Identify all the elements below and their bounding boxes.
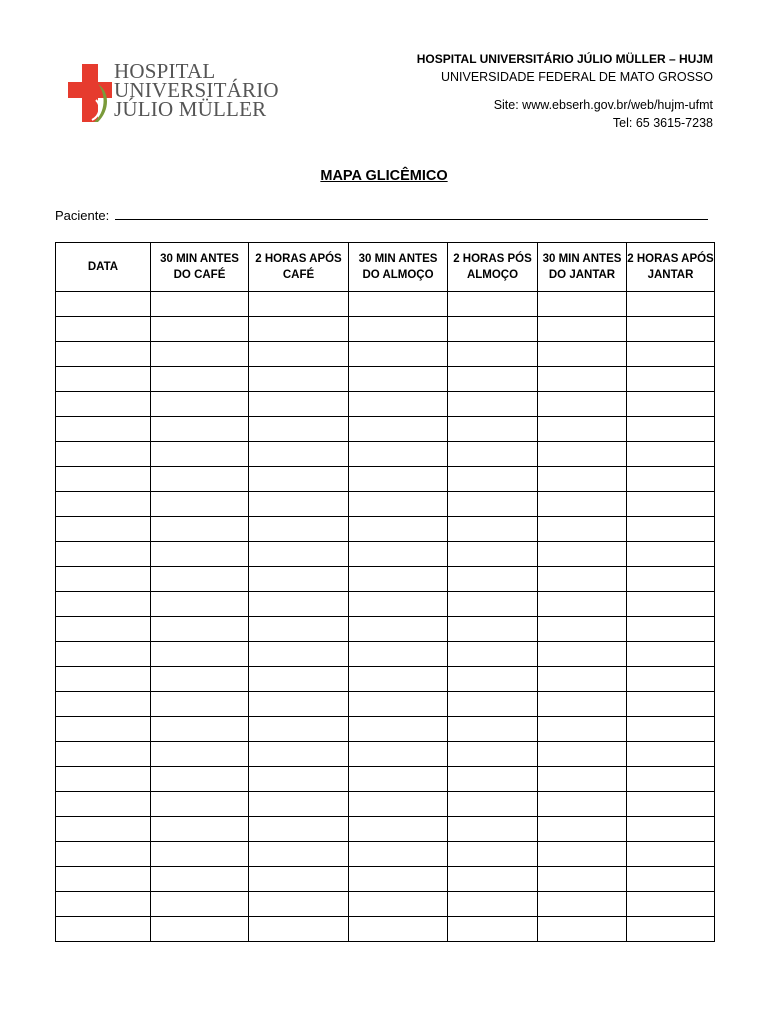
table-cell[interactable]: [538, 767, 627, 792]
table-row: [56, 467, 715, 492]
table-cell[interactable]: [538, 867, 627, 892]
table-cell[interactable]: [56, 792, 151, 817]
table-cell[interactable]: [151, 592, 249, 617]
table-cell[interactable]: [151, 717, 249, 742]
table-row: [56, 842, 715, 867]
table-row: [56, 342, 715, 367]
table-cell[interactable]: [627, 417, 715, 442]
table-cell[interactable]: [538, 417, 627, 442]
table-cell[interactable]: [538, 817, 627, 842]
table-cell[interactable]: [448, 342, 538, 367]
table-cell[interactable]: [56, 767, 151, 792]
table-row: [56, 417, 715, 442]
table-cell[interactable]: [349, 567, 448, 592]
table-cell[interactable]: [349, 617, 448, 642]
table-cell[interactable]: [249, 567, 349, 592]
table-cell[interactable]: [627, 542, 715, 567]
table-cell[interactable]: [56, 917, 151, 942]
table-cell[interactable]: [349, 542, 448, 567]
table-row: [56, 542, 715, 567]
table-cell[interactable]: [151, 617, 249, 642]
table-row: [56, 692, 715, 717]
logo-line-3: JÚLIO MÜLLER: [114, 97, 267, 121]
site-url: Site: www.ebserh.gov.br/web/hujm-ufmt: [493, 98, 713, 112]
table-cell[interactable]: [627, 842, 715, 867]
table-cell[interactable]: [349, 767, 448, 792]
table-cell[interactable]: [151, 517, 249, 542]
table-cell[interactable]: [56, 592, 151, 617]
table-cell[interactable]: [249, 817, 349, 842]
university-name: UNIVERSIDADE FEDERAL DE MATO GROSSO: [440, 70, 713, 84]
table-cell[interactable]: [349, 392, 448, 417]
table-cell[interactable]: [349, 492, 448, 517]
table-cell[interactable]: [538, 392, 627, 417]
table-row: [56, 667, 715, 692]
table-row: [56, 717, 715, 742]
table-cell[interactable]: [538, 842, 627, 867]
table-cell[interactable]: [151, 642, 249, 667]
table-cell[interactable]: [151, 542, 249, 567]
patient-name-line[interactable]: [115, 206, 708, 220]
patient-label: Paciente:: [55, 208, 110, 223]
table-row: [56, 517, 715, 542]
col-header-after-breakfast: 2 HORAS APÓS CAFÉ: [249, 243, 349, 292]
table-cell[interactable]: [56, 842, 151, 867]
phone-number: Tel: 65 3615-7238: [612, 116, 713, 130]
table-cell[interactable]: [448, 442, 538, 467]
table-cell[interactable]: [448, 892, 538, 917]
table-row: [56, 492, 715, 517]
table-cell[interactable]: [538, 342, 627, 367]
table-cell[interactable]: [151, 467, 249, 492]
table-cell[interactable]: [627, 817, 715, 842]
table-cell[interactable]: [56, 517, 151, 542]
table-row: [56, 817, 715, 842]
table-cell[interactable]: [249, 492, 349, 517]
table-row: [56, 442, 715, 467]
table-cell[interactable]: [627, 567, 715, 592]
patient-field: [55, 206, 708, 223]
table-cell[interactable]: [627, 292, 715, 317]
table-cell[interactable]: [151, 492, 249, 517]
table-cell[interactable]: [249, 517, 349, 542]
table-cell[interactable]: [538, 517, 627, 542]
table-cell[interactable]: [151, 742, 249, 767]
table-cell[interactable]: [249, 292, 349, 317]
table-cell[interactable]: [448, 517, 538, 542]
table-cell[interactable]: [448, 292, 538, 317]
table-row: [56, 617, 715, 642]
table-cell[interactable]: [249, 842, 349, 867]
logo-line-1: HOSPITAL: [114, 59, 216, 83]
table-cell[interactable]: [448, 392, 538, 417]
table-cell[interactable]: [249, 717, 349, 742]
table-cell[interactable]: [448, 317, 538, 342]
col-header-before-dinner: 30 MIN ANTES DO JANTAR: [538, 243, 627, 292]
table-cell[interactable]: [349, 692, 448, 717]
table-cell[interactable]: [249, 467, 349, 492]
table-cell[interactable]: [56, 342, 151, 367]
table-cell[interactable]: [448, 592, 538, 617]
table-cell[interactable]: [448, 717, 538, 742]
table-cell[interactable]: [56, 692, 151, 717]
table-cell[interactable]: [151, 342, 249, 367]
table-cell[interactable]: [448, 792, 538, 817]
table-cell[interactable]: [448, 467, 538, 492]
table-cell[interactable]: [56, 467, 151, 492]
header-contact-block: [417, 50, 713, 132]
table-row: [56, 367, 715, 392]
table-cell[interactable]: [56, 417, 151, 442]
col-header-after-dinner: 2 HORAS APÓS JANTAR: [627, 243, 715, 292]
table-row: [56, 892, 715, 917]
table-cell[interactable]: [56, 567, 151, 592]
table-cell[interactable]: [151, 692, 249, 717]
col-header-after-lunch: 2 HORAS PÓS ALMOÇO: [448, 243, 538, 292]
table-cell[interactable]: [56, 642, 151, 667]
table-cell[interactable]: [627, 742, 715, 767]
table-row: [56, 867, 715, 892]
table-cell[interactable]: [349, 517, 448, 542]
table-cell[interactable]: [349, 792, 448, 817]
table-row: [56, 642, 715, 667]
table-row: [56, 767, 715, 792]
table-cell[interactable]: [151, 917, 249, 942]
hospital-logo: [68, 59, 300, 126]
table-cell[interactable]: [448, 492, 538, 517]
table-cell[interactable]: [151, 867, 249, 892]
table-cell[interactable]: [627, 392, 715, 417]
table-cell[interactable]: [249, 692, 349, 717]
table-cell[interactable]: [151, 842, 249, 867]
table-row: [56, 592, 715, 617]
table-cell[interactable]: [538, 792, 627, 817]
logo-wordmark: [114, 59, 279, 121]
table-cell[interactable]: [538, 292, 627, 317]
table-cell[interactable]: [448, 642, 538, 667]
table-cell[interactable]: [56, 867, 151, 892]
table-cell[interactable]: [151, 767, 249, 792]
table-row: [56, 742, 715, 767]
table-cell[interactable]: [448, 617, 538, 642]
table-cell[interactable]: [627, 492, 715, 517]
table-cell[interactable]: [538, 442, 627, 467]
table-cell[interactable]: [151, 567, 249, 592]
table-cell[interactable]: [538, 492, 627, 517]
table-cell[interactable]: [56, 617, 151, 642]
table-cell[interactable]: [56, 367, 151, 392]
table-cell[interactable]: [249, 417, 349, 442]
table-cell[interactable]: [349, 917, 448, 942]
table-cell[interactable]: [349, 317, 448, 342]
table-cell[interactable]: [151, 817, 249, 842]
table-cell[interactable]: [349, 467, 448, 492]
table-cell[interactable]: [56, 717, 151, 742]
table-cell[interactable]: [538, 717, 627, 742]
table-cell[interactable]: [538, 542, 627, 567]
col-header-before-breakfast: 30 MIN ANTES DO CAFÉ: [151, 243, 249, 292]
table-cell[interactable]: [56, 442, 151, 467]
table-cell[interactable]: [538, 567, 627, 592]
table-cell[interactable]: [448, 367, 538, 392]
table-cell[interactable]: [249, 317, 349, 342]
table-row: [56, 392, 715, 417]
table-cell[interactable]: [349, 417, 448, 442]
table-row: [56, 917, 715, 942]
table-cell[interactable]: [448, 817, 538, 842]
table-cell[interactable]: [627, 692, 715, 717]
table-cell[interactable]: [151, 292, 249, 317]
table-cell[interactable]: [448, 742, 538, 767]
table-cell[interactable]: [448, 692, 538, 717]
table-cell[interactable]: [627, 767, 715, 792]
table-cell[interactable]: [538, 592, 627, 617]
table-cell[interactable]: [627, 442, 715, 467]
table-cell[interactable]: [151, 792, 249, 817]
table-cell[interactable]: [349, 592, 448, 617]
table-cell[interactable]: [249, 667, 349, 692]
table-cell[interactable]: [538, 917, 627, 942]
table-cell[interactable]: [56, 542, 151, 567]
table-cell[interactable]: [249, 342, 349, 367]
table-cell[interactable]: [538, 642, 627, 667]
logo-line-2: UNIVERSITÁRIO: [114, 78, 279, 102]
table-cell[interactable]: [151, 367, 249, 392]
table-cell[interactable]: [538, 892, 627, 917]
red-cross-icon: [68, 64, 112, 122]
table-cell[interactable]: [151, 417, 249, 442]
table-cell[interactable]: [538, 742, 627, 767]
page-title: MAPA GLICÊMICO: [320, 168, 448, 184]
table-cell[interactable]: [627, 617, 715, 642]
table-cell[interactable]: [538, 467, 627, 492]
table-row: [56, 292, 715, 317]
table-cell[interactable]: [349, 642, 448, 667]
table-cell[interactable]: [448, 842, 538, 867]
table-cell[interactable]: [249, 442, 349, 467]
table-cell[interactable]: [349, 342, 448, 367]
table-cell[interactable]: [249, 367, 349, 392]
table-cell[interactable]: [349, 742, 448, 767]
table-cell[interactable]: [249, 642, 349, 667]
table-cell[interactable]: [151, 317, 249, 342]
table-row: [56, 792, 715, 817]
table-cell[interactable]: [627, 592, 715, 617]
table-cell[interactable]: [249, 742, 349, 767]
table-cell[interactable]: [627, 342, 715, 367]
table-cell[interactable]: [349, 717, 448, 742]
table-cell[interactable]: [249, 592, 349, 617]
table-cell[interactable]: [349, 842, 448, 867]
table-cell[interactable]: [349, 892, 448, 917]
table-cell[interactable]: [538, 317, 627, 342]
table-body: [56, 292, 715, 942]
table-cell[interactable]: [627, 642, 715, 667]
table-cell[interactable]: [151, 442, 249, 467]
table-cell[interactable]: [627, 467, 715, 492]
table-cell[interactable]: [151, 892, 249, 917]
table-cell[interactable]: [448, 542, 538, 567]
table-cell[interactable]: [249, 392, 349, 417]
table-cell[interactable]: [538, 692, 627, 717]
table-cell[interactable]: [627, 717, 715, 742]
col-header-data: DATA: [56, 243, 151, 292]
table-cell[interactable]: [538, 367, 627, 392]
table-cell[interactable]: [249, 867, 349, 892]
table-cell[interactable]: [249, 617, 349, 642]
table-cell[interactable]: [448, 917, 538, 942]
table-cell[interactable]: [249, 767, 349, 792]
hospital-name: HOSPITAL UNIVERSITÁRIO JÚLIO MÜLLER – HUJM: [416, 52, 713, 66]
table-cell[interactable]: [448, 767, 538, 792]
table-cell[interactable]: [627, 892, 715, 917]
table-cell[interactable]: [56, 667, 151, 692]
table-cell[interactable]: [249, 892, 349, 917]
glycemic-table: [55, 242, 715, 942]
table-cell[interactable]: [249, 542, 349, 567]
table-cell[interactable]: [627, 367, 715, 392]
table-cell[interactable]: [349, 817, 448, 842]
table-cell[interactable]: [627, 317, 715, 342]
table-cell[interactable]: [249, 792, 349, 817]
table-header-row: [56, 243, 715, 292]
table-cell[interactable]: [538, 617, 627, 642]
table-cell[interactable]: [349, 292, 448, 317]
table-cell[interactable]: [56, 392, 151, 417]
table-row: [56, 317, 715, 342]
table-cell[interactable]: [56, 817, 151, 842]
table-cell[interactable]: [56, 742, 151, 767]
table-cell[interactable]: [56, 492, 151, 517]
table-cell[interactable]: [627, 917, 715, 942]
table-cell[interactable]: [448, 867, 538, 892]
table-cell[interactable]: [538, 667, 627, 692]
table-cell[interactable]: [349, 867, 448, 892]
table-cell[interactable]: [349, 442, 448, 467]
table-cell[interactable]: [151, 667, 249, 692]
table-cell[interactable]: [56, 317, 151, 342]
table-cell[interactable]: [349, 667, 448, 692]
table-cell[interactable]: [448, 417, 538, 442]
table-cell[interactable]: [627, 667, 715, 692]
table-cell[interactable]: [448, 567, 538, 592]
col-header-before-lunch: 30 MIN ANTES DO ALMOÇO: [349, 243, 448, 292]
table-cell[interactable]: [349, 367, 448, 392]
table-cell[interactable]: [249, 917, 349, 942]
table-cell[interactable]: [627, 867, 715, 892]
table-cell[interactable]: [627, 517, 715, 542]
table-row: [56, 567, 715, 592]
table-cell[interactable]: [56, 892, 151, 917]
table-cell[interactable]: [151, 392, 249, 417]
table-cell[interactable]: [448, 667, 538, 692]
table-cell[interactable]: [56, 292, 151, 317]
table-cell[interactable]: [627, 792, 715, 817]
